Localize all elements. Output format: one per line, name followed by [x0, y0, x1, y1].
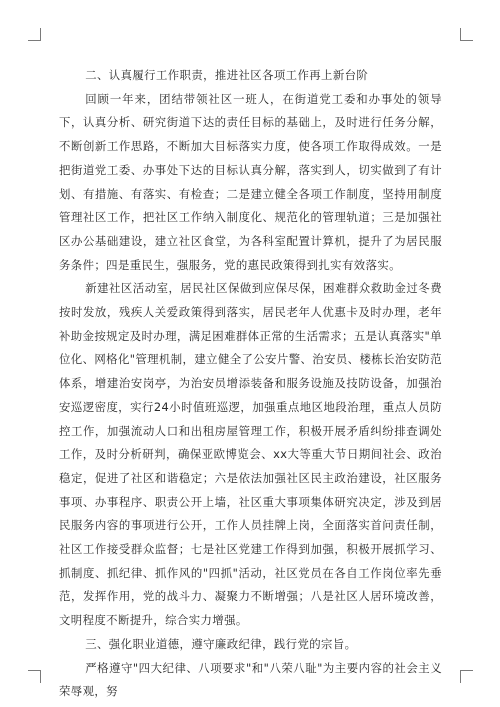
crop-mark-bottom-right [460, 670, 473, 683]
paragraph-review: 回顾一年来，团结带领社区一班人，在街道党工委和办事处的领导下，认真分析、研究街道下达的责任目标的基础上，及时进行任务分解，不断创新工作思路，不断加大目标落实力度，使各项工作取得成效。一是把街道党工委、办事处下达的目标认真分解，落实到人，切实做到了有计划、有措施、有落实、有检查；二是建立健全各项工作制度，坚持用制度管理社区工作，把社区工作纳入制度化、规范化的管理轨道；三是加强社区办公基础建设，建立社区食堂，为各科室配置计算机，提升了为居民服务条件；四是重民生，强服务，党的惠民政策得到扎实有效落实。 [59, 91, 442, 272]
crop-mark-top-right [460, 28, 473, 41]
crop-mark-top-left [28, 28, 41, 41]
document-body [59, 64, 442, 704]
section-heading-2: 二、认真履行工作职责，推进社区各项工作再上新台阶 [85, 68, 369, 82]
paragraph-community-work: 新建社区活动室，居民社区保做到应保尽保，困难群众救助金过冬费按时发放，残疾人关爱政策得到落实，居民老年人优惠卡及时办理，老年补助金按规定及时办理，满足困难群体正常的生活需求；五是认真落实"单位化、网格化"管理机制，建立健全了公安片警、治安员、楼栋长治安防范体系，增建治安岗亭，为治安员增添装备和服务设施及技防设备，加强治安巡逻密度，实行24小时值班巡逻，加强重点地区地段治理，重点人员防控工作，加强流动人口和出租房屋管理工作，积极开展矛盾纠纷排查调处工作，及时分析研判，确保亚欧博览会、xx大等重大节日期间社会、政治稳定，促进了社区和谐稳定；六是依法加强社区民主政治建设，社区服务事项、办事程序、职责公开上墙，社区重大事项集体研究决定，涉及到居民服务内容的事项进行公开，工作人员挂牌上岗，全面落实首问责任制，社区工作接受群众监督；七是社区党建工作得到加强，积极开展抓学习、抓制度、抓纪律、抓作风的"四抓"活动，社区党员在各自工作岗位率先垂范，发挥作用，党的战斗力、凝聚力不断增强；八是社区人居环境改善，文明程度不断提升，综合实力增强。 [59, 281, 442, 628]
crop-mark-bottom-left [28, 670, 41, 683]
section-heading-3: 三、强化职业道德，遵守廉政纪律，践行党的宗旨。 [85, 636, 357, 651]
paragraph-discipline: 严格遵守"四大纪律、八项要求"和"八荣八耻"为主要内容的社会主义荣辱观，努 [59, 660, 442, 699]
